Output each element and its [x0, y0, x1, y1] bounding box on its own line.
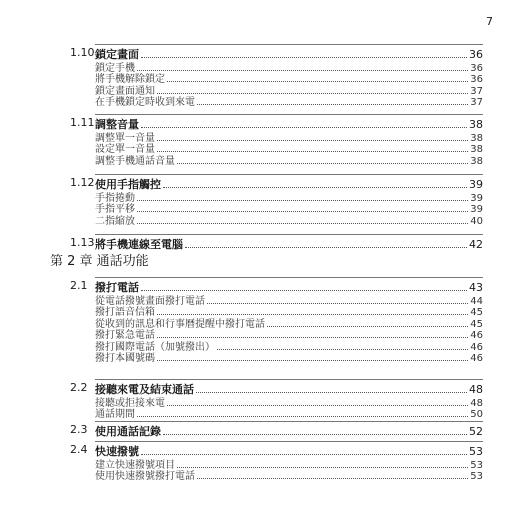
dot-leader [177, 163, 468, 164]
subentry-title: 從收到的訊息和行事曆提醒中撥打電話 [95, 318, 265, 330]
subentry-title: 建立快速撥號項目 [95, 460, 175, 471]
subentry-title: 使用快速撥號撥打電話 [95, 471, 195, 483]
section-page: 48 [469, 383, 483, 396]
dot-leader [163, 434, 467, 435]
section-title: 將手機連線至電腦 [95, 238, 183, 251]
subentry-title: 二指縮放 [95, 215, 135, 227]
toc-subentry[interactable] [95, 405, 483, 420]
section-page: 36 [469, 48, 483, 61]
section-divider [95, 421, 483, 422]
section-title: 接聽來電及結束通話 [95, 383, 194, 396]
section-divider [95, 44, 483, 45]
subentry-page: 39 [470, 204, 483, 216]
subentry-page: 38 [470, 155, 483, 167]
subentry-title: 調整單一音量 [95, 133, 155, 144]
section-title: 快速撥號 [95, 445, 139, 458]
subentry-page: 36 [470, 63, 483, 74]
subentry-title: 通話期間 [95, 409, 135, 421]
section-title: 使用通話記錄 [95, 425, 161, 438]
toc-subentry[interactable] [95, 467, 483, 482]
dot-leader [137, 416, 468, 417]
subentry-title: 撥打緊急電話 [95, 330, 155, 342]
subentry-page: 37 [470, 85, 483, 97]
toc-subentry[interactable] [95, 93, 483, 108]
section-divider [95, 174, 483, 175]
section-divider [95, 441, 483, 442]
dot-leader [197, 478, 468, 479]
subentry-title: 撥打本國號碼 [95, 353, 155, 364]
subentry-title: 設定單一音量 [95, 144, 155, 156]
section-divider [95, 234, 483, 235]
dot-leader [141, 290, 467, 291]
section-number: 1.11 [70, 116, 95, 129]
section-page: 52 [469, 425, 483, 438]
section-title: 使用手指觸控 [95, 178, 161, 191]
subentry-title: 調整手機通話音量 [95, 155, 175, 167]
section-title: 鎖定畫面 [95, 48, 139, 61]
toc-subentry[interactable] [95, 152, 483, 167]
subentry-page: 37 [470, 97, 483, 109]
dot-leader [163, 187, 467, 188]
page-number: 7 [486, 15, 493, 28]
subentry-page: 40 [470, 215, 483, 227]
subentry-page: 39 [470, 193, 483, 204]
subentry-page: 46 [470, 353, 483, 364]
subentry-title: 接聽或拒接來電 [95, 398, 165, 409]
subentry-page: 44 [470, 296, 483, 307]
subentry-page: 48 [470, 398, 483, 409]
subentry-page: 36 [470, 74, 483, 86]
section-divider [95, 114, 483, 115]
section-page: 53 [469, 445, 483, 458]
subentry-title: 鎖定畫面通知 [95, 85, 155, 97]
toc-subentry[interactable] [95, 349, 483, 364]
subentry-title: 撥打語音信箱 [95, 307, 155, 319]
toc-subentry[interactable] [95, 212, 483, 227]
subentry-page: 50 [470, 409, 483, 421]
section-title: 撥打電話 [95, 281, 139, 294]
subentry-title: 在手機鎖定時收到來電 [95, 97, 195, 109]
section-page: 42 [469, 238, 483, 251]
dot-leader [197, 104, 468, 105]
dot-leader [157, 360, 468, 361]
section-page: 38 [469, 118, 483, 131]
section-number: 2.1 [70, 279, 88, 292]
dot-leader [185, 247, 467, 248]
dot-leader [141, 454, 467, 455]
subentry-title: 手指平移 [95, 204, 135, 216]
toc-entry[interactable] [95, 236, 483, 252]
subentry-page: 38 [470, 133, 483, 144]
section-number: 2.3 [70, 423, 88, 436]
subentry-page: 53 [470, 471, 483, 483]
subentry-page: 38 [470, 144, 483, 156]
section-number: 2.4 [70, 443, 88, 456]
section-page: 39 [469, 178, 483, 191]
subentry-title: 從電話撥號畫面撥打電話 [95, 296, 205, 307]
subentry-page: 45 [470, 307, 483, 319]
subentry-page: 53 [470, 460, 483, 471]
chapter-heading: 第 2 章 通話功能 [50, 254, 149, 269]
section-number: 2.2 [70, 381, 88, 394]
dot-leader [196, 392, 467, 393]
section-divider [95, 277, 483, 278]
subentry-title: 手指捲動 [95, 193, 135, 204]
subentry-page: 46 [470, 330, 483, 342]
dot-leader [141, 57, 467, 58]
subentry-title: 鎖定手機 [95, 63, 135, 74]
section-page: 43 [469, 281, 483, 294]
dot-leader [141, 127, 467, 128]
section-number: 1.12 [70, 176, 95, 189]
toc-entry[interactable] [95, 423, 483, 439]
subentry-page: 46 [470, 341, 483, 353]
section-number: 1.13 [70, 236, 95, 249]
section-number: 1.10 [70, 46, 95, 59]
subentry-title: 撥打國際電話（加號撥出） [95, 341, 215, 353]
subentry-title: 將手機解除鎖定 [95, 74, 165, 86]
section-title: 調整音量 [95, 118, 139, 131]
section-divider [95, 379, 483, 380]
dot-leader [137, 223, 468, 224]
subentry-page: 45 [470, 318, 483, 330]
